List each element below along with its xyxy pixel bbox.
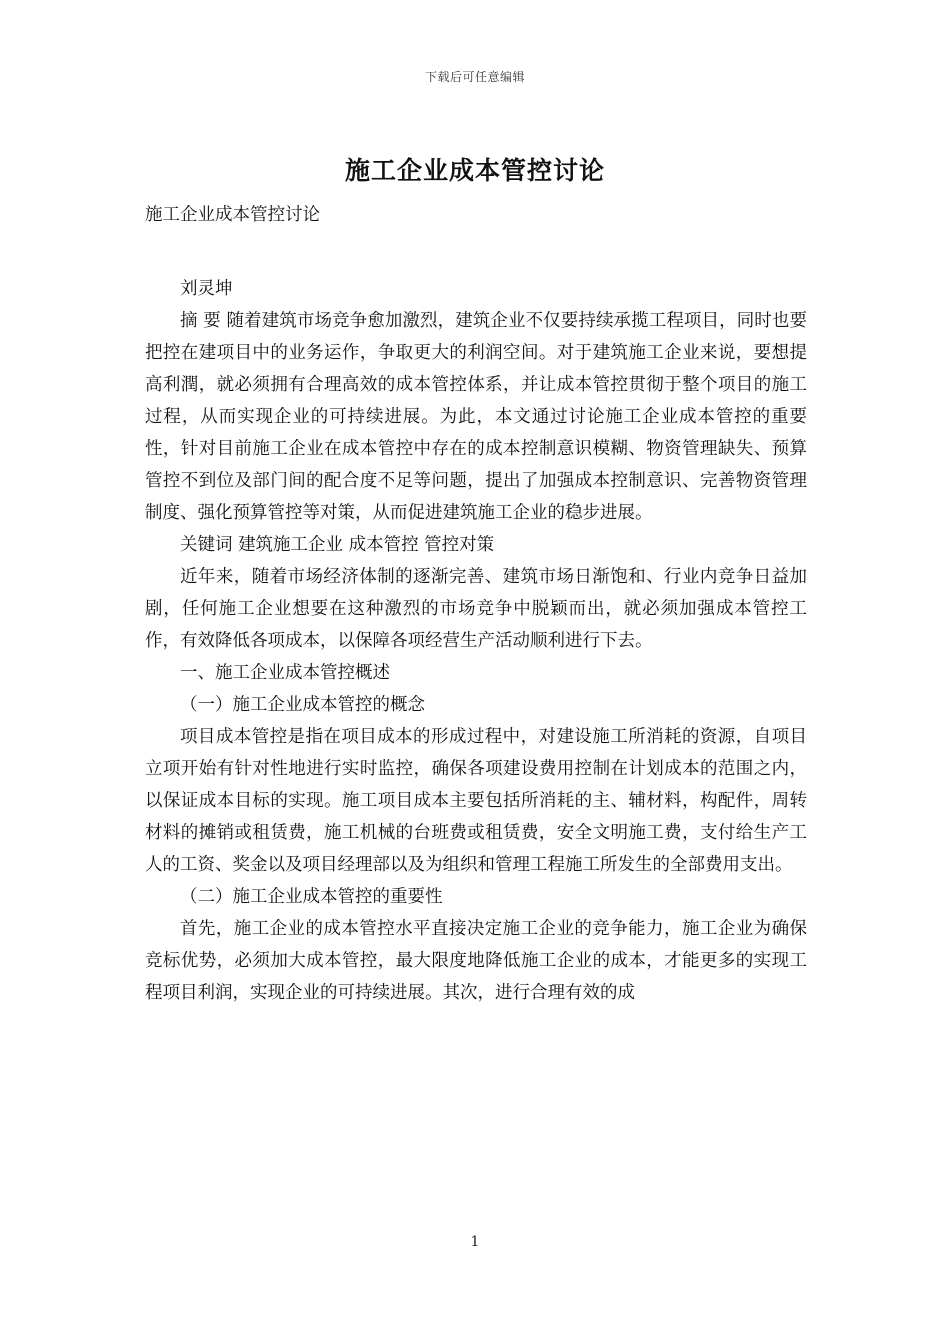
subsection-heading: （二）施工企业成本管控的重要性: [180, 887, 443, 907]
abstract-paragraph: 摘 要 随着建筑市场竞争愈加激烈，建筑企业不仅要持续承揽工程项目，同时也要把控在建项目中的业务运作，争取更大的利润空间。对于建筑施工企业来说，要想提高利潤，就必须拥有合理高效的成本管控体系，并让成本管控贯彻于整个项目的施工过程，从而实现企业的可持续进展。为此，本文通过讨论施工企业成本管控的重要性，针对目前施工企业在成本管控中存在的成本控制意识模糊、物资管理缺失、预算管控不到位及部门间的配合度不足等问题，提出了加强成本控制意识、完善物资管理制度、强化预算管控等对策，从而促进建筑施工企业的稳步进展。: [145, 311, 807, 523]
keywords-line: 关键词 建筑施工企业 成本管控 管控对策: [180, 535, 495, 555]
spacer: [145, 231, 807, 273]
author-name: 刘灵坤: [180, 279, 233, 299]
subsection-heading: （一）施工企业成本管控的概念: [180, 695, 425, 715]
body-paragraph: 首先，施工企业的成本管控水平直接决定施工企业的竞争能力，施工企业为确保竞标优势，必须加大成本管控，最大限度地降低施工企业的成本，才能更多的实现工程项目利润，实现企业的可持续进展。其次，进行合理有效的成: [145, 919, 807, 1003]
document-subtitle: 施工企业成本管控讨论: [145, 205, 320, 225]
intro-paragraph: 近年来，随着市场经济体制的逐渐完善、建筑市场日渐饱和、行业内竞争日益加剧，任何施工企业想要在这种激烈的市场竞争中脱颖而出，就必须加强成本管控工作，有效降低各项成本，以保障各项经营生产活动顺利进行下去。: [145, 567, 807, 651]
document-title: 施工企业成本管控讨论: [344, 156, 605, 185]
document-body: [145, 199, 807, 1009]
section-heading: 一、施工企业成本管控概述: [180, 663, 390, 683]
page-number: 1: [470, 1234, 480, 1250]
header-note: 下载后可任意编辑: [424, 70, 525, 84]
body-paragraph: 项目成本管控是指在项目成本的形成过程中，对建设施工所消耗的资源，自项目立项开始有针对性地进行实时监控，确保各项建设费用控制在计划成本的范围之内，以保证成本目标的实现。施工项目成本主要包括所消耗的主、辅材料，构配件，周转材料的摊销或租赁费，施工机械的台班费或租赁费，安全文明施工费，支付给生产工人的工资、奖金以及项目经理部以及为组织和管理工程施工所发生的全部费用支出。: [145, 727, 807, 875]
